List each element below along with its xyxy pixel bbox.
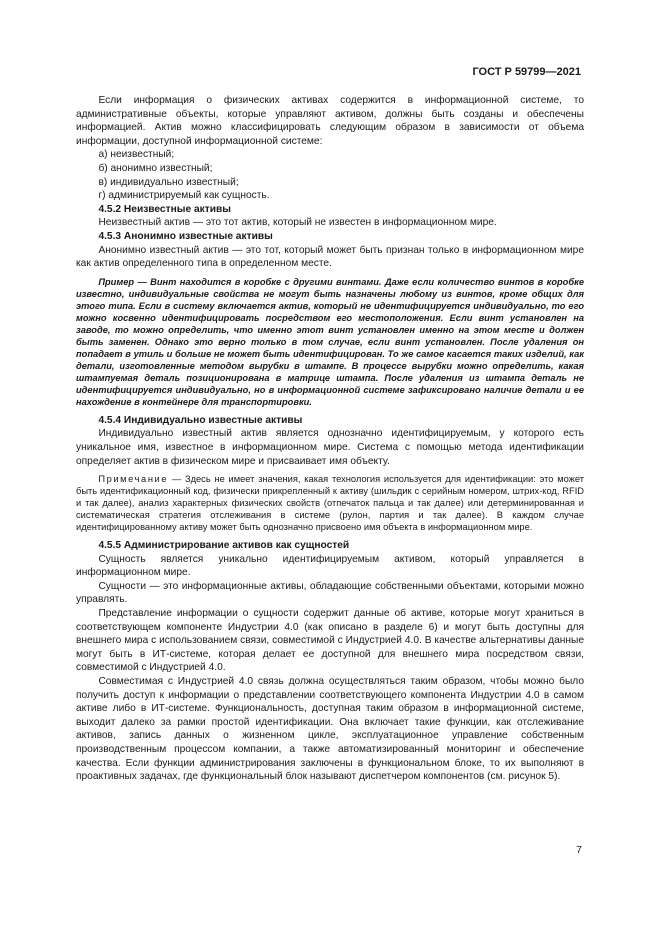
section-paragraph: Сущности — это информационные активы, обладающие собственными объектами, которыми можно управлять. [76, 580, 584, 606]
section-paragraph: Индивидуально известный актив является однозначно идентифицируемым, у которого есть уникальное имя, известное в информационном мире. Система с помощью метода идентификации определяет актив в физическом мире и присваивает имя объекту. [76, 428, 584, 467]
section-paragraph: Совместимая с Индустрией 4.0 связь должна осуществляться таким образом, чтобы можно было получить доступ к информации о представлении соответствующего компонента Индустрии 4.0 в самом активе либо в ИТ-системе. Функциональность, доступная таким образом в информационной системе, выходит далеко за рамки простой идентификации. Она включает такие функции, как отслеживание активов, запись данных о жизненном цикле, эксплуатационное управление собственным производственным процессом компании, а также автоматизированный мониторинг и обеспечение качества. Если функции администрирования заключены в функциональном блоке, то их выполняют в проактивных задачах, где функциональный блок называют диспетчером компонентов (см. рисунок 5). [76, 676, 584, 783]
section-paragraph: Представление информации о сущности содержит данные об активе, которые могут храниться в соответствующем компоненте Индустрии 4.0 (как описано в разделе 6) и могут быть доступны для внешнего мира с использованием связи, совместимой с Индустрией 4.0. В качестве альтернативы данные могут быть в ИТ-системе, которая делает ее доступной для внешнего мира посредством связи, совместимой с Индустрией 4.0. [76, 608, 584, 674]
section-heading-4-5-2: 4.5.2 Неизвестные активы [98, 203, 231, 215]
section-heading-4-5-3: 4.5.3 Анонимно известные активы [98, 230, 273, 242]
list-item: в) индивидуально известный; [98, 176, 239, 188]
section-paragraph: Анонимно известный актив — это тот, который может быть признан только в информационном мире как актив определенного типа в определенном месте. [76, 244, 584, 270]
page-number: 7 [576, 844, 582, 856]
intro-paragraph: Если информация о физических активах содержится в информационной системе, то административные объекты, которые управляют активом, должны быть созданы и обеспечены информацией. Актив можно классифицировать следующим образом в зависимости от объема информации, доступной информационной системе: [76, 95, 584, 147]
section-paragraph: Сущность является уникально идентифицируемым активом, который управляется в информационном мире. [76, 553, 584, 579]
example-block: Пример — Винт находится в коробке с другими винтами. Даже если количество винтов в коробке известно, индивидуальные свойства не могут быть назначены любому из винтов, кроме общих для этого типа. Если в систему включается актив, который не идентифицируется индивидуально, то его можно косвенно идентифицировать посредством его местоположения. Если винт установлен на заводе, то можно определить, что именно этот винт установлен именно на этом месте и должен быть заменен. Однако это верно только в том случае, если винт установлен. После удаления он попадает в утиль и больше не может быть идентифицирован. То же самое касается таких изделий, как детали, изготовленные методом вырубки в штампе. В процессе вырубки можно определить, какая штампуемая деталь позиционирована в матрице штампа. После удаления из штампа деталь не идентифицируется индивидуально, но в информационной системе зафиксировано наличие детали и ее нахождение в контейнере для транспортировки. [76, 276, 584, 407]
section-heading-4-5-5: 4.5.5 Администрирование активов как сущностей [98, 540, 350, 552]
note-text: — Здесь не имеет значения, какая технология используется для идентификации: это может быть идентификационный код, физически прикрепленный к активу (шильдик с серийным номером, штрих-код, RFID и так далее), анализ характерных физических свойств (отпечаток пальца и так далее) или детерминированная и систематическая стратегия отслеживания в системе (рулон, партия и так далее). В каждом случае идентифицированному активу может быть однозначно присвоено имя объекта в информационном мире. [76, 474, 584, 533]
list-item: б) анонимно известный; [98, 162, 213, 174]
section-paragraph: Неизвестный актив — это тот актив, который не известен в информационном мире. [98, 217, 497, 229]
list-item: а) неизвестный; [98, 149, 175, 161]
page-body [76, 94, 584, 784]
note-label: Примечание [98, 474, 169, 485]
section-heading-4-5-4: 4.5.4 Индивидуально известные активы [98, 414, 303, 426]
standard-header: ГОСТ Р 59799—2021 [472, 66, 581, 78]
note-block [76, 473, 584, 533]
list-item: г) администрируемый как сущность. [98, 190, 270, 202]
